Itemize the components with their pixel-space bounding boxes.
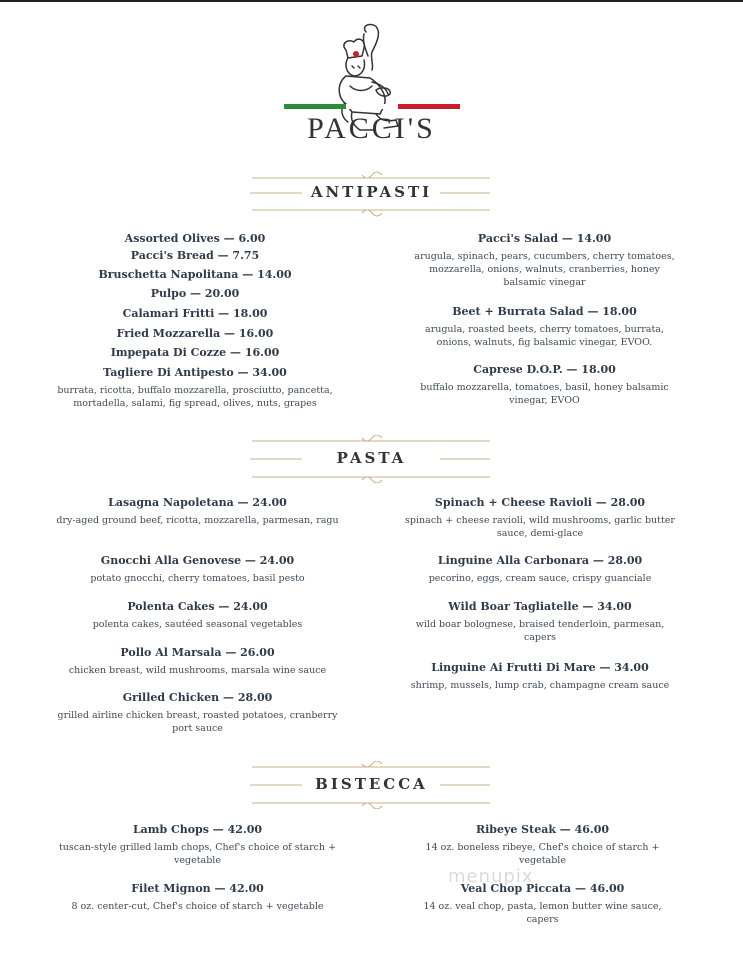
watermark: menupix — [448, 866, 534, 887]
flag-green-bar — [284, 104, 346, 109]
menu-item — [55, 882, 340, 913]
item-description: potato gnocchi, cherry tomatoes, basil pesto — [90, 573, 305, 584]
item-name: Lasagna Napoletana — 24.00 — [108, 496, 287, 509]
item-name: Bruschetta Napolitana — 14.00 — [98, 268, 292, 281]
item-name: Ribeye Steak — 46.00 — [475, 823, 610, 836]
pasta-right-column — [405, 496, 675, 692]
item-name: Gnocchi Alla Genovese — 24.00 — [100, 554, 295, 567]
menu-item — [55, 646, 340, 691]
item-name: Beet + Burrata Salad — 18.00 — [452, 305, 637, 318]
menu-item — [405, 554, 675, 600]
section-title: ANTIPASTI — [310, 183, 433, 201]
item-description: buffalo mozzarella, tomatoes, basil, honey balsamic vinegar, EVOO — [420, 382, 669, 406]
item-name: Pacci's Salad — 14.00 — [477, 232, 612, 245]
item-name: Calamari Fritti — 18.00 — [122, 307, 268, 320]
item-name: Filet Mignon — 42.00 — [131, 882, 264, 895]
menu-item — [405, 600, 675, 661]
menu-item — [55, 554, 340, 600]
item-name: Spinach + Cheese Ravioli — 28.00 — [434, 496, 646, 509]
item-name: Wild Boar Tagliatelle — 34.00 — [448, 600, 632, 613]
menu-item — [55, 691, 340, 735]
menu-item — [55, 307, 335, 327]
item-description: 14 oz. veal chop, pasta, lemon butter wine sauce, capers — [423, 901, 662, 925]
item-description: chicken breast, wild mushrooms, marsala wine sauce — [68, 665, 327, 676]
item-name: Grilled Chicken — 28.00 — [122, 691, 273, 704]
item-description: dry-aged ground beef, ricotta, mozzarella, parmesan, ragu — [56, 515, 339, 526]
antipasti-right-column — [412, 232, 677, 407]
item-description: arugula, roasted beets, cherry tomatoes, burrata, onions, walnuts, fig balsamic vinegar, EVOO. — [425, 324, 664, 348]
top-border — [0, 0, 743, 2]
item-name: Linguine Alla Carbonara — 28.00 — [437, 554, 643, 567]
menu-item — [55, 249, 335, 268]
section-title: BISTECCA — [315, 775, 428, 793]
antipasti-left-column — [55, 232, 335, 410]
brand-name: PACCI'S — [307, 112, 436, 145]
item-name: Assorted Olives — 6.00 — [124, 232, 266, 245]
menu-item — [55, 268, 335, 287]
item-name: Caprese D.O.P. — 18.00 — [473, 363, 616, 376]
item-name: Pacci's Bread — 7.75 — [130, 249, 260, 262]
pasta-left-column — [55, 496, 340, 735]
menu-item — [405, 496, 675, 554]
item-name: Tagliere Di Antipesto — 34.00 — [103, 366, 287, 379]
item-description: burrata, ricotta, buffalo mozzarella, prosciutto, pancetta, mortadella, salami, fig spread, olives, nuts, grapes — [57, 385, 333, 409]
item-name: Lamb Chops — 42.00 — [132, 823, 263, 836]
item-name: Veal Chop Piccata — 46.00 — [460, 882, 625, 895]
menu-item — [412, 232, 677, 305]
menu-item — [55, 496, 340, 554]
menu-item — [412, 363, 677, 407]
item-name: Pulpo — 20.00 — [150, 287, 240, 300]
section-header-pasta — [0, 435, 743, 483]
item-name: Pollo Al Marsala — 26.00 — [120, 646, 275, 659]
item-description: tuscan-style grilled lamb chops, Chef's choice of starch + vegetable — [58, 842, 337, 866]
flag-red-bar — [398, 104, 460, 109]
bistecca-left-column — [55, 823, 340, 913]
item-description: 14 oz. boneless ribeye, Chef's choice of starch + vegetable — [425, 842, 660, 866]
item-description: grilled airline chicken breast, roasted potatoes, cranberry port sauce — [57, 710, 338, 734]
menu-item — [410, 882, 675, 926]
section-title: PASTA — [336, 449, 407, 467]
menu-item — [55, 366, 335, 410]
menu-item — [55, 232, 335, 249]
menu-item — [55, 327, 335, 346]
item-description: 8 oz. center-cut, Chef's choice of starch + vegetable — [71, 901, 324, 912]
flag-white-bar — [346, 104, 398, 109]
menu-item — [55, 346, 335, 366]
section-header-antipasti — [0, 170, 743, 218]
item-description: spinach + cheese ravioli, wild mushrooms, garlic butter sauce, demi-glace — [405, 515, 675, 539]
item-description: pecorino, eggs, cream sauce, crispy guanciale — [428, 573, 652, 584]
item-description: arugula, spinach, pears, cucumbers, cherry tomatoes, mozzarella, onions, walnuts, cranberries, honey balsamic vinegar — [414, 251, 675, 288]
menu-item — [55, 287, 335, 307]
item-description: polenta cakes, sautéed seasonal vegetables — [92, 619, 303, 630]
item-name: Fried Mozzarella — 16.00 — [116, 327, 274, 340]
menu-item — [412, 305, 677, 363]
item-name: Linguine Ai Frutti Di Mare — 34.00 — [431, 661, 649, 674]
item-description: wild boar bolognese, braised tenderloin, parmesan, capers — [415, 619, 665, 643]
menu-item — [405, 661, 675, 692]
section-header-bistecca — [0, 761, 743, 809]
item-name: Polenta Cakes — 24.00 — [127, 600, 268, 613]
item-description: shrimp, mussels, lump crab, champagne cream sauce — [410, 680, 670, 691]
menu-item — [55, 823, 340, 882]
menu-item — [55, 600, 340, 646]
item-name: Impepata Di Cozze — 16.00 — [110, 346, 280, 359]
